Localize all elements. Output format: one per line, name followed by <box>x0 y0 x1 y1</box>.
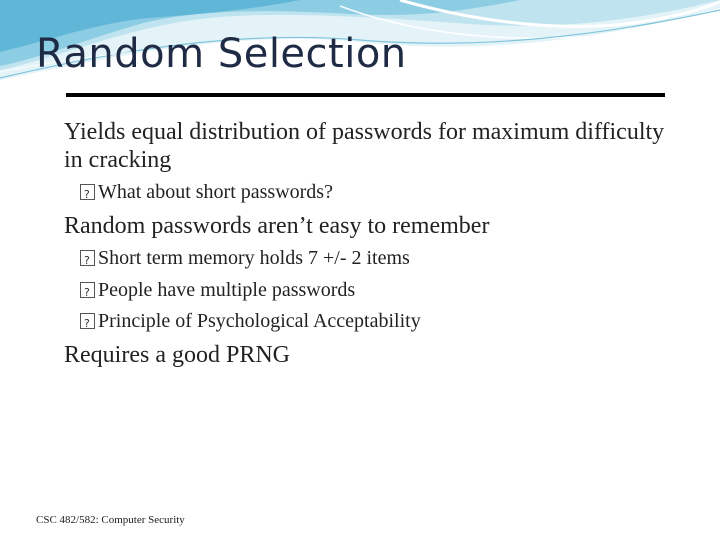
slide-title: Random Selection <box>36 31 407 77</box>
bullet-3: Requires a good PRNG <box>64 342 290 368</box>
sub-bullet-text: What about short passwords? <box>98 181 333 203</box>
bullet-box-icon <box>80 282 95 298</box>
title-underline <box>66 93 665 97</box>
sub-bullet-2-2 <box>80 278 680 302</box>
sub-bullet-text: Short term memory holds 7 +/- 2 items <box>98 247 410 269</box>
sub-bullet-2-3 <box>80 309 680 333</box>
bullet-box-icon <box>80 313 95 329</box>
bullet-1: Yields equal distribution of passwords for maximum difficulty in cracking <box>64 119 665 173</box>
sub-bullet-text: Principle of Psychological Acceptability <box>98 310 421 332</box>
footer-course-label: CSC 482/582: Computer Security <box>36 514 185 526</box>
sub-bullet-1-1 <box>80 180 680 204</box>
sub-bullet-2-1 <box>80 246 680 270</box>
sub-bullet-text: People have multiple passwords <box>98 279 356 301</box>
bullet-box-icon <box>80 250 95 266</box>
bullet-box-icon <box>80 184 95 200</box>
bullet-2: Random passwords aren’t easy to remember <box>64 213 490 239</box>
